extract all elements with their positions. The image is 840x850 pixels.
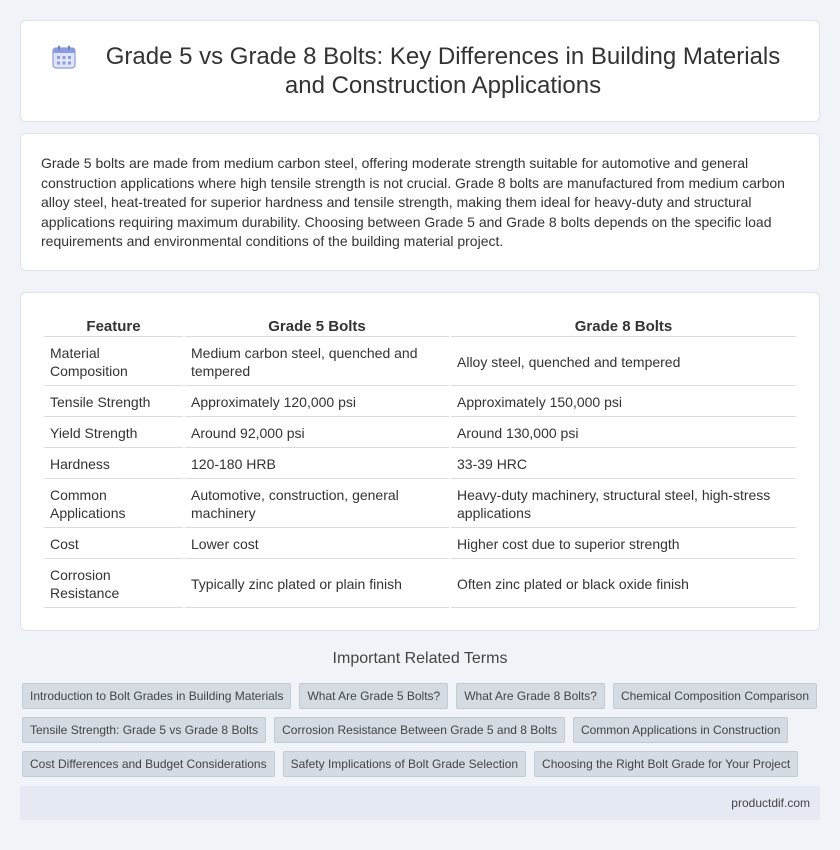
table-cell-grade-8: Alloy steel, quenched and tempered <box>451 339 796 386</box>
table-cell-grade-5: 120-180 HRB <box>185 450 449 479</box>
comparison-table-card <box>20 292 820 631</box>
related-term-link[interactable]: Choosing the Right Bolt Grade for Your Project <box>534 751 798 777</box>
related-term-link[interactable]: Cost Differences and Budget Considerations <box>22 751 275 777</box>
column-header-feature: Feature <box>44 315 183 337</box>
column-header-grade-5: Grade 5 Bolts <box>185 315 449 337</box>
table-header-row <box>44 315 796 337</box>
page-title: Grade 5 vs Grade 8 Bolts: Key Differences in Building Materials and Construction Applications <box>105 43 781 99</box>
table-cell-grade-5: Typically zinc plated or plain finish <box>185 561 449 608</box>
table-row <box>44 339 796 386</box>
calendar-icon <box>51 44 77 70</box>
related-terms-row <box>22 683 822 709</box>
table-cell-grade-8: Around 130,000 psi <box>451 419 796 448</box>
table-cell-grade-5: Around 92,000 psi <box>185 419 449 448</box>
table-cell-grade-8: Heavy-duty machinery, structural steel, high-stress applications <box>451 481 796 528</box>
table-cell-grade-5: Lower cost <box>185 530 449 559</box>
related-terms-row <box>22 751 822 777</box>
table-cell-grade-5: Medium carbon steel, quenched and tempered <box>185 339 449 386</box>
table-cell-feature: Hardness <box>44 450 183 479</box>
table-row <box>44 481 796 528</box>
related-terms-heading: Important Related Terms <box>332 650 508 667</box>
intro-card <box>20 133 820 271</box>
table-row <box>44 530 796 559</box>
table-cell-grade-5: Approximately 120,000 psi <box>185 388 449 417</box>
table-cell-feature: Tensile Strength <box>44 388 183 417</box>
related-term-link[interactable]: What Are Grade 5 Bolts? <box>299 683 448 709</box>
comparison-table <box>42 313 798 610</box>
title-card <box>20 20 820 122</box>
related-term-link[interactable]: Common Applications in Construction <box>573 717 788 743</box>
intro-paragraph: Grade 5 bolts are made from medium carbon steel, offering moderate strength suitable for automotive and general construction applications where high tensile strength is not crucial. Grade 8 bolts are manufactured from medium carbon alloy steel, heat-treated for superior hardness and tensile strength, making them ideal for heavy-duty and structural applications requiring maximum durability. Choosing between Grade 5 and Grade 8 bolts depends on the specific load requirements and environmental conditions of the building material project. <box>41 155 785 249</box>
column-header-grade-8: Grade 8 Bolts <box>451 315 796 337</box>
related-term-link[interactable]: Corrosion Resistance Between Grade 5 and 8 Bolts <box>274 717 565 743</box>
table-cell-feature: Cost <box>44 530 183 559</box>
table-cell-feature: Corrosion Resistance <box>44 561 183 608</box>
related-terms-row <box>22 717 822 743</box>
table-cell-feature: Common Applications <box>44 481 183 528</box>
related-term-link[interactable]: Tensile Strength: Grade 5 vs Grade 8 Bolts <box>22 717 266 743</box>
footer-site-name[interactable]: productdif.com <box>731 796 810 810</box>
table-row <box>44 419 796 448</box>
table-cell-feature: Yield Strength <box>44 419 183 448</box>
table-cell-grade-5: Automotive, construction, general machinery <box>185 481 449 528</box>
table-row <box>44 450 796 479</box>
table-row <box>44 388 796 417</box>
table-cell-grade-8: Approximately 150,000 psi <box>451 388 796 417</box>
table-cell-grade-8: 33-39 HRC <box>451 450 796 479</box>
table-cell-feature: Material Composition <box>44 339 183 386</box>
table-row <box>44 561 796 608</box>
table-cell-grade-8: Higher cost due to superior strength <box>451 530 796 559</box>
table-cell-grade-8: Often zinc plated or black oxide finish <box>451 561 796 608</box>
related-term-link[interactable]: What Are Grade 8 Bolts? <box>456 683 605 709</box>
related-term-link[interactable]: Chemical Composition Comparison <box>613 683 817 709</box>
related-terms-list <box>22 683 822 785</box>
related-term-link[interactable]: Safety Implications of Bolt Grade Selection <box>283 751 526 777</box>
footer <box>20 786 820 820</box>
related-term-link[interactable]: Introduction to Bolt Grades in Building Materials <box>22 683 291 709</box>
